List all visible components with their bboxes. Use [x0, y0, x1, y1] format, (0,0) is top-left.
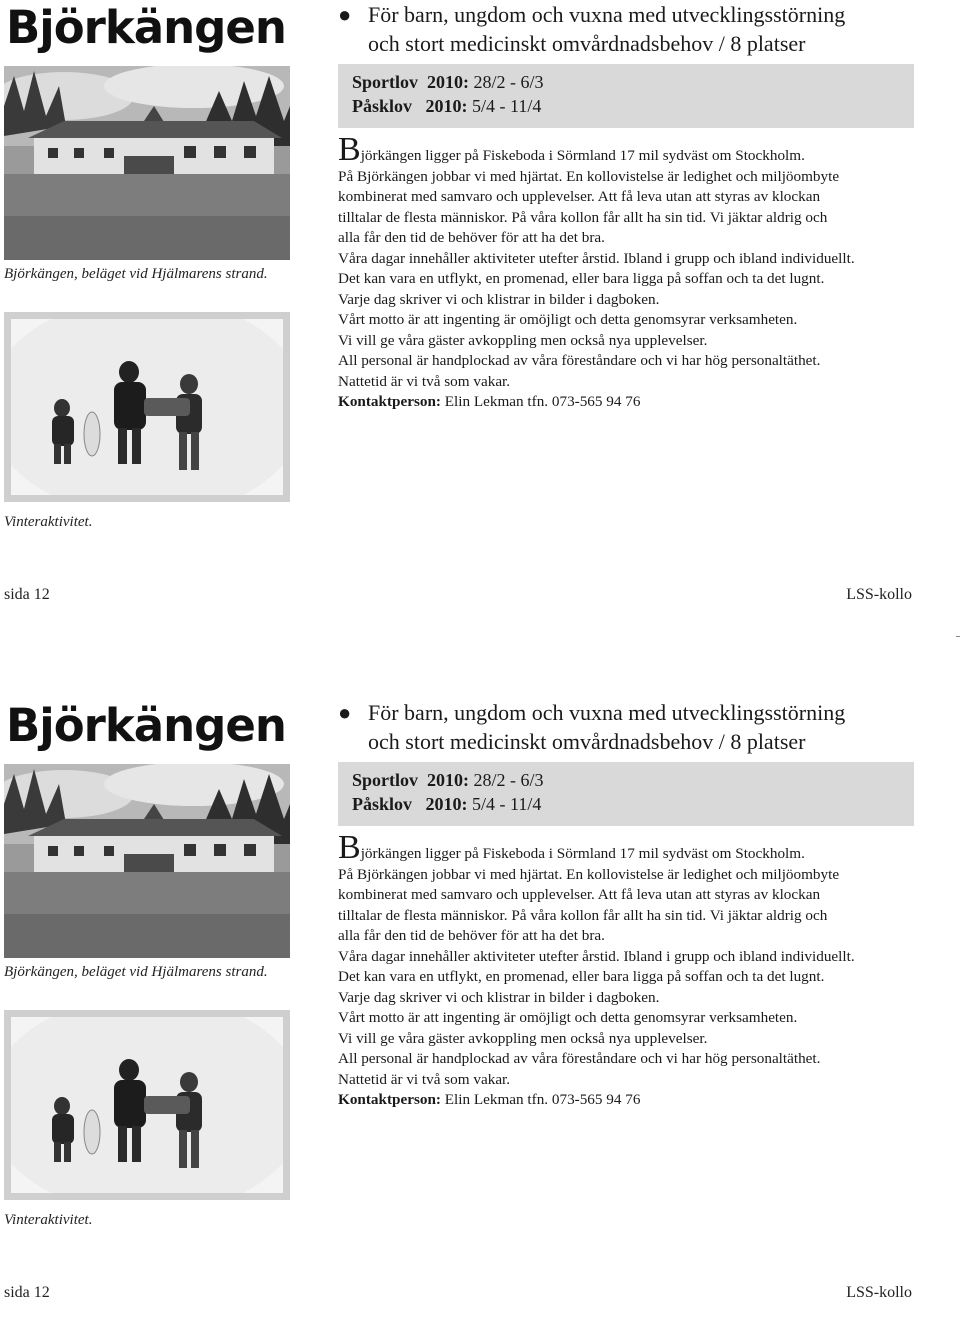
footer-section-label: LSS-kollo: [846, 1284, 912, 1301]
sportlov-label: Sportlov: [352, 770, 419, 790]
body-line: alla får den tid de behöver för att ha det bra.: [338, 927, 605, 944]
body-line: Det kan vara en utflykt, en promenad, eller bara ligga på soffan och ta det lugnt.: [338, 968, 825, 985]
body-line: Våra dagar innehåller aktiviteter utefter årstid. Ibland i grupp och ibland individuellt.: [338, 947, 855, 965]
winter-photo: [4, 1010, 290, 1200]
body-line: kombinerat med samvaro och upplevelser. Att få leva utan att styras av klockan: [338, 188, 821, 205]
body-text: [338, 829, 918, 1111]
footer-section-label: LSS-kollo: [846, 586, 912, 603]
body-line: Vi vill ge våra gäster avkoppling men också nya upplevelser.: [338, 331, 708, 349]
target-group-line-1: För barn, ungdom och vuxna med utvecklingsstörning: [368, 700, 846, 725]
sportlov-row: [352, 72, 544, 93]
body-line: På Björkängen jobbar vi med hjärtat. En kollovistelse är ledighet och miljöombyte: [338, 167, 840, 185]
contact-value: Elin Lekman tfn. 073-565 94 76: [444, 1091, 641, 1108]
body-line: Björkängen ligger på Fiskeboda i Sörmland 17 mil sydväst om Stockholm.: [338, 829, 805, 866]
body-text: [338, 131, 918, 413]
pasklov-label: Påsklov: [352, 96, 413, 116]
body-line: Vårt motto är att ingenting är omöjligt och detta genomsyrar verksamheten.: [338, 311, 798, 328]
house-photo: [4, 66, 290, 260]
body-line: På Björkängen jobbar vi med hjärtat. En kollovistelse är ledighet och miljöombyte: [338, 865, 840, 883]
body-line: alla får den tid de behöver för att ha det bra.: [338, 229, 605, 246]
pasklov-row: [352, 794, 541, 815]
body-line: Våra dagar innehåller aktiviteter utefter årstid. Ibland i grupp och ibland individuellt.: [338, 249, 855, 267]
contact-line: [338, 392, 918, 413]
body-line: Vi vill ge våra gäster avkoppling men också nya upplevelser.: [338, 1029, 708, 1047]
winter-photo-caption: Vinteraktivitet.: [4, 514, 93, 530]
pasklov-dates: 5/4 - 11/4: [472, 794, 542, 814]
target-group-line-1: För barn, ungdom och vuxna med utvecklingsstörning: [368, 2, 846, 27]
contact-label: Kontaktperson:: [338, 1091, 441, 1108]
house-photo-caption: Björkängen, beläget vid Hjälmarens strand.: [4, 964, 268, 980]
sportlov-row: [352, 770, 544, 791]
drop-cap: B: [338, 829, 361, 866]
page-number: sida 12: [4, 586, 50, 603]
drop-cap: B: [338, 131, 361, 168]
page-title: Björkängen: [6, 1, 286, 54]
page-title: Björkängen: [6, 699, 286, 752]
pasklov-year: 2010:: [425, 96, 468, 116]
pasklov-year: 2010:: [425, 794, 468, 814]
house-photo-caption: Björkängen, beläget vid Hjälmarens strand.: [4, 266, 268, 282]
holiday-dates-box: [338, 64, 914, 128]
house-photo: [4, 764, 290, 958]
contact-label: Kontaktperson:: [338, 393, 441, 410]
sportlov-dates: 28/2 - 6/3: [473, 770, 544, 790]
body-line: tilltalar de flesta människor. På våra kollon får allt ha sin tid. Vi jäktar aldrig och: [338, 906, 828, 924]
sportlov-year: 2010:: [427, 770, 470, 790]
sportlov-dates: 28/2 - 6/3: [473, 72, 544, 92]
page-number: sida 12: [4, 1284, 50, 1301]
bullet-icon: ●: [338, 2, 352, 27]
body-line: kombinerat med samvaro och upplevelser. Att få leva utan att styras av klockan: [338, 886, 821, 903]
target-group-line-2: och stort medicinskt omvårdnadsbehov / 8 platser: [368, 31, 806, 56]
body-line: Varje dag skriver vi och klistrar in bilder i dagboken.: [338, 988, 660, 1006]
body-line: Björkängen ligger på Fiskeboda i Sörmland 17 mil sydväst om Stockholm.: [338, 131, 805, 168]
body-line: Nattetid är vi två som vakar.: [338, 1070, 511, 1088]
sportlov-year: 2010:: [427, 72, 470, 92]
body-line: All personal är handplockad av våra föreståndare och vi har hög personaltäthet.: [338, 1050, 821, 1067]
winter-photo: [4, 312, 290, 502]
pasklov-row: [352, 96, 541, 117]
body-line: tilltalar de flesta människor. På våra kollon får allt ha sin tid. Vi jäktar aldrig och: [338, 208, 828, 226]
page-edge-mark: [956, 636, 960, 637]
body-line: Nattetid är vi två som vakar.: [338, 372, 511, 390]
pasklov-label: Påsklov: [352, 794, 413, 814]
contact-value: Elin Lekman tfn. 073-565 94 76: [444, 393, 641, 410]
contact-line: [338, 1090, 918, 1111]
sportlov-label: Sportlov: [352, 72, 419, 92]
page-2: [0, 698, 960, 1338]
body-line: Det kan vara en utflykt, en promenad, eller bara ligga på soffan och ta det lugnt.: [338, 270, 825, 287]
pasklov-dates: 5/4 - 11/4: [472, 96, 542, 116]
body-line: Vårt motto är att ingenting är omöjligt och detta genomsyrar verksamheten.: [338, 1009, 798, 1026]
page-1: [0, 0, 960, 640]
body-line: All personal är handplockad av våra föreståndare och vi har hög personaltäthet.: [338, 352, 821, 369]
body-line: Varje dag skriver vi och klistrar in bilder i dagboken.: [338, 290, 660, 308]
target-group-line-2: och stort medicinskt omvårdnadsbehov / 8 platser: [368, 729, 806, 754]
bullet-icon: ●: [338, 700, 352, 725]
winter-photo-caption: Vinteraktivitet.: [4, 1212, 93, 1228]
holiday-dates-box: [338, 762, 914, 826]
